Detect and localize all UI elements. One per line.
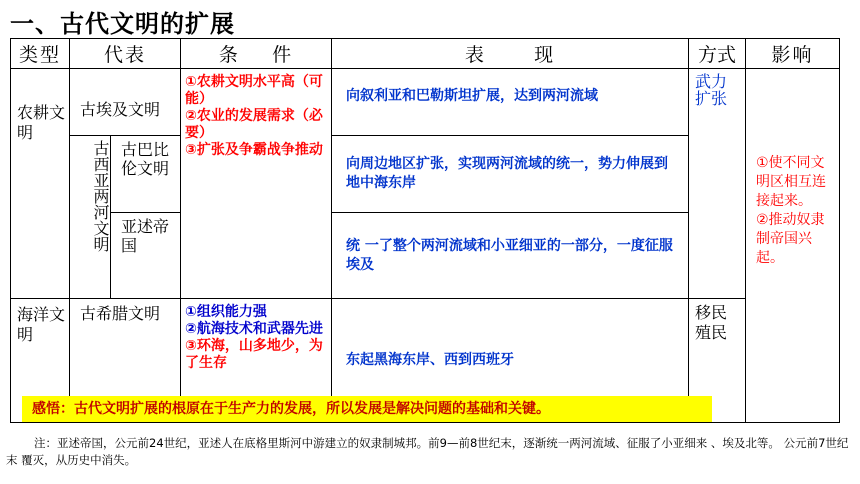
impact-1: ①使不同文明区相互连接起来。: [756, 155, 826, 209]
header-conditions: 条 件: [180, 38, 332, 69]
page-title: 一、古代文明的扩展: [10, 10, 235, 38]
agri-manifest-babylon: 向周边地区扩张，实现两河流域的统一，势力伸展到地中海东岸: [331, 135, 689, 213]
impact-cell: [745, 68, 840, 423]
ocean-greece: 古希腊文明: [69, 298, 181, 423]
insight-banner: 感悟：古代文明扩展的根原在于生产力的发展，所以发展是解决问题的基础和关键。: [22, 396, 712, 422]
impact-2: ②推动奴隶制帝国兴起。: [756, 212, 825, 266]
ocean-condition-2: ②航海技术和武器先进: [185, 321, 323, 337]
agri-condition-1: ①农耕文明水平高（可能）: [185, 74, 323, 107]
ocean-manifest: 东起黑海东岸、西到西班牙: [331, 298, 689, 423]
agri-method: 武力扩张: [688, 68, 746, 299]
header-type: 类型: [10, 38, 70, 69]
footnote: 注：亚述帝国，公元前24世纪，亚述人在底格里斯河中游建立的奴隶制城邦。前9—前8世纪末，逐渐统一两河流域、征服了小亚细来 、埃及北等。 公元前7世纪末 覆灭，从历史中消失。: [6, 436, 849, 467]
agri-west-asia-label: 古西亚两河文明: [91, 140, 110, 252]
ocean-condition-3: ③环海，山多地少，为了生存: [185, 338, 323, 371]
agri-babylon: 古巴比伦文明: [110, 135, 181, 213]
header-manifestation: 表 现: [331, 38, 689, 69]
agri-west-asia: [69, 135, 111, 299]
agri-egypt: 古埃及文明: [69, 68, 181, 136]
ocean-method: 移民殖民: [688, 298, 746, 423]
agri-manifest-egypt: 向叙利亚和巴勒斯坦扩展，达到两河流域: [331, 68, 689, 136]
agri-type: 农耕文明: [10, 68, 70, 299]
header-impact: 影响: [745, 38, 840, 69]
header-representative: 代表: [69, 38, 181, 69]
agri-assyria: 亚述帝国: [110, 212, 181, 299]
agri-condition-3: ③扩张及争霸战争推动: [185, 142, 323, 158]
ocean-type: 海洋文明: [10, 298, 70, 423]
ocean-condition-1: ①组织能力强: [185, 304, 267, 320]
agri-condition-2: ②农业的发展需求（必要）: [185, 108, 323, 141]
agri-conditions: [180, 68, 332, 299]
header-method: 方式: [688, 38, 746, 69]
agri-manifest-assyria: 统 一了整个两河流域和小亚细亚的一部分，一度征服埃及: [331, 212, 689, 299]
